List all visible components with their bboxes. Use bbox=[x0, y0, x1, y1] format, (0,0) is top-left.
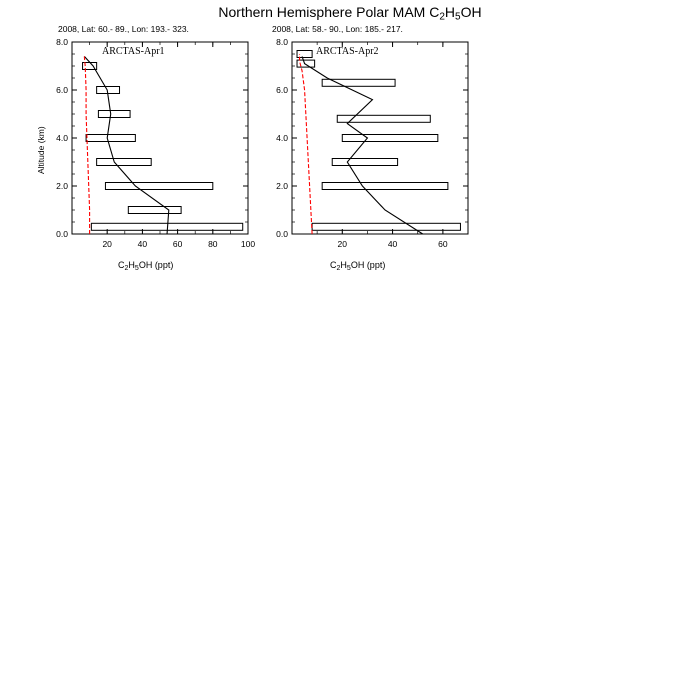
y-tick-label: 8.0 bbox=[56, 37, 68, 47]
x-axis-label-c: C bbox=[330, 260, 337, 270]
model-profile-line bbox=[84, 56, 89, 234]
page-title-sub-2: 2 bbox=[439, 11, 445, 23]
y-tick-label: 8.0 bbox=[276, 37, 288, 47]
y-tick-label: 4.0 bbox=[56, 133, 68, 143]
x-tick-label: 100 bbox=[240, 239, 256, 249]
y-tick-label: 0.0 bbox=[56, 229, 68, 239]
x-tick-label: 20 bbox=[102, 239, 112, 249]
x-axis-label-sub-2: 2 bbox=[124, 264, 129, 272]
x-axis-label-oh: OH (ppt) bbox=[138, 260, 174, 270]
percentile-box bbox=[105, 183, 212, 190]
page-title bbox=[0, 4, 700, 23]
x-tick-label: 20 bbox=[337, 239, 348, 249]
percentile-box bbox=[97, 159, 152, 166]
percentile-box bbox=[332, 159, 397, 166]
percentile-box bbox=[342, 135, 438, 142]
x-axis-label-h: H bbox=[128, 260, 135, 270]
observation-profile-line bbox=[302, 56, 423, 234]
page-title-oh: OH bbox=[460, 4, 482, 20]
x-axis-label-sub-5: 5 bbox=[134, 264, 139, 272]
x-tick-label: 40 bbox=[387, 239, 398, 249]
x-tick-label: 80 bbox=[208, 239, 218, 249]
x-tick-label: 60 bbox=[172, 239, 183, 249]
observation-profile-line bbox=[84, 56, 168, 234]
x-axis-label-sub-5: 5 bbox=[346, 264, 351, 272]
page-title-h: H bbox=[444, 4, 456, 20]
y-tick-label: 6.0 bbox=[56, 85, 68, 95]
plot-frame bbox=[72, 42, 248, 234]
percentile-box bbox=[86, 135, 135, 142]
y-axis-label: Altitude (km) bbox=[36, 126, 46, 174]
percentile-box bbox=[128, 207, 181, 214]
y-tick-label: 4.0 bbox=[276, 133, 288, 143]
y-tick-label: 6.0 bbox=[276, 85, 288, 95]
plot-area-apr1 bbox=[30, 34, 260, 269]
x-axis-label-h: H bbox=[340, 260, 347, 270]
model-profile-line bbox=[300, 54, 313, 234]
legend-label-apr2: ARCTAS-Apr2 bbox=[316, 46, 379, 57]
percentile-box bbox=[337, 115, 430, 122]
x-tick-label: 40 bbox=[137, 239, 148, 249]
plot-area-apr2 bbox=[250, 34, 480, 269]
y-tick-label: 2.0 bbox=[56, 181, 68, 191]
y-tick-label: 2.0 bbox=[276, 181, 288, 191]
panel-subtitle: 2008, Lat: 58.- 90., Lon: 185.- 217. bbox=[272, 24, 403, 34]
legend-label-apr1: ARCTAS-Apr1 bbox=[102, 46, 165, 57]
x-axis-label-c: C bbox=[118, 260, 125, 270]
percentile-box bbox=[312, 223, 460, 230]
x-axis-label-oh: OH (ppt) bbox=[350, 260, 386, 270]
page-title-sub-5: 5 bbox=[455, 11, 461, 23]
x-tick-label: 60 bbox=[438, 239, 448, 249]
panel-subtitle: 2008, Lat: 60.- 89., Lon: 193.- 323. bbox=[58, 24, 189, 34]
percentile-box bbox=[322, 183, 448, 190]
y-tick-label: 0.0 bbox=[276, 229, 288, 239]
page-title-text: Northern Hemisphere Polar MAM C bbox=[218, 4, 440, 20]
x-axis-label-sub-2: 2 bbox=[336, 264, 341, 272]
percentile-box bbox=[98, 111, 130, 118]
